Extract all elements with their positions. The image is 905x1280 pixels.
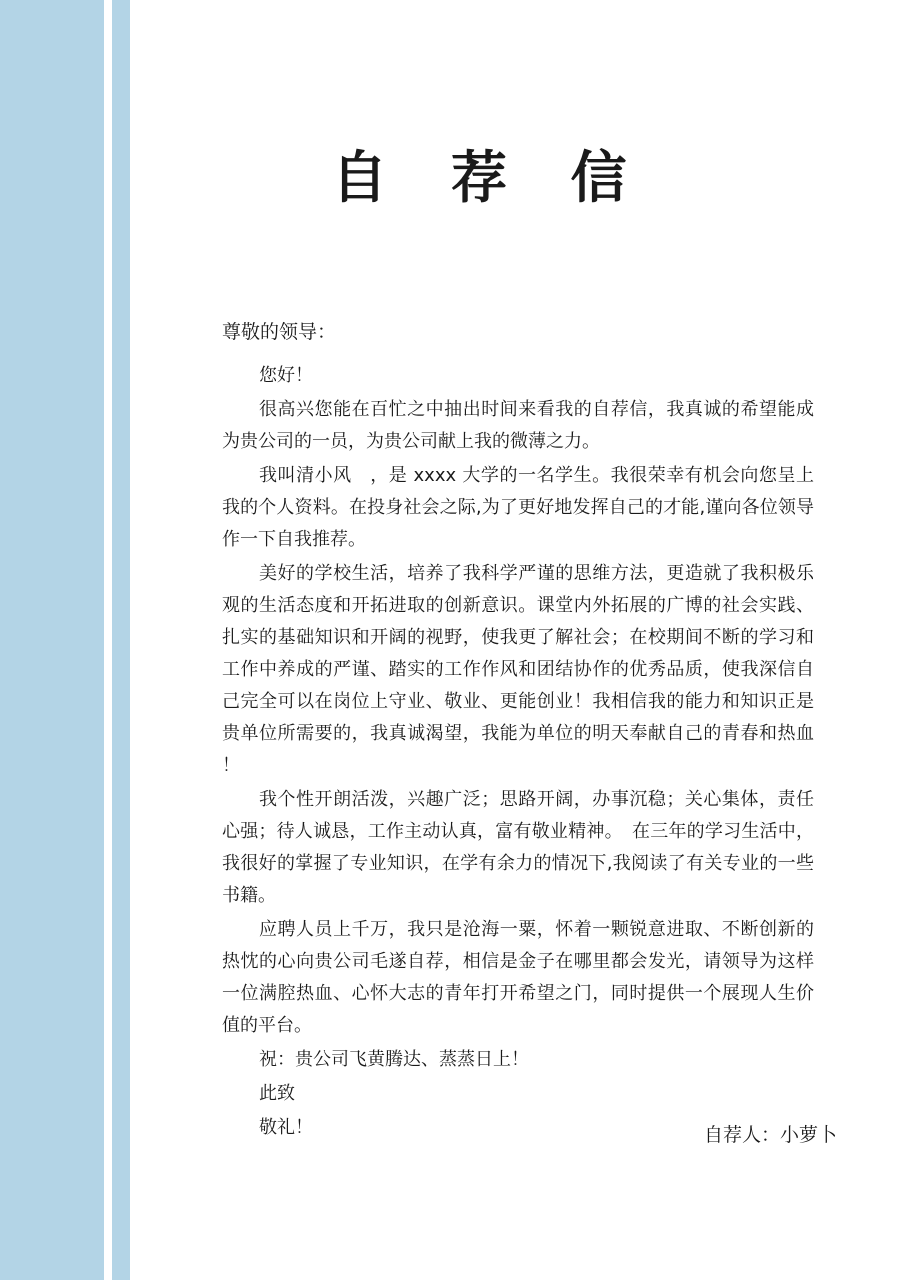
- salutation: 尊敬的领导：: [222, 321, 337, 343]
- paragraph-school-life: 美好的学校生活，培养了我科学严谨的思维方法，更造就了我积极乐观的生活态度和开拓进取的创新意识。课堂内外拓展的广博的社会实践、扎实的基础知识和开阔的视野，使我更了解社会；在校期间不断的学习和工作中养成的严谨、踏实的工作作风和团结协作的优秀品质，使我深信自己完全可以在岗位上守业、敬业、更能创业！我相信我的能力和知识正是贵单位所需要的，我真诚渴望，我能为单位的明天奉献自己的青春和热血！: [222, 563, 814, 776]
- letter-body: [222, 316, 814, 1146]
- closing-line-1: 此致: [259, 1083, 295, 1104]
- left-thin-stripe: [112, 0, 130, 1280]
- wish-line: 祝：贵公司飞黄腾达、蒸蒸日上！: [259, 1049, 529, 1070]
- stripe-gap: [104, 0, 112, 1280]
- paragraph-intro: 很高兴您能在百忙之中抽出时间来看我的自荐信，我真诚的希望能成为贵公司的一员，为贵公司献上我的微薄之力。: [222, 399, 814, 452]
- page-title: 自 荐 信: [331, 146, 649, 211]
- signature: 自荐人：小萝卜: [703, 1124, 837, 1146]
- closing-line-2: 敬礼！: [259, 1117, 313, 1138]
- paragraph-personality: 我个性开朗活泼，兴趣广泛；思路开阔，办事沉稳；关心集体，责任心强；待人诚恳，工作主动认真，富有敬业精神。 在三年的学习生活中，我很好的掌握了专业知识，在学有余力的情况下,我阅读了有关专业的一些书籍。: [222, 789, 814, 906]
- paragraph-application: 应聘人员上千万，我只是沧海一粟，怀着一颗锐意进取、不断创新的热忱的心向贵公司毛遂自荐，相信是金子在哪里都会发光，请领导为这样一位满腔热血、心怀大志的青年打开希望之门，同时提供一个展现人生价值的平台。: [222, 919, 814, 1036]
- greeting: 您好！: [259, 365, 313, 386]
- paragraph-self-introduction: 我叫清小风 ，是 xxxx 大学的一名学生。我很荣幸有机会向您呈上我的个人资料。在投身社会之际,为了更好地发挥自己的才能,谨向各位领导作一下自我推荐。: [222, 465, 814, 550]
- left-decorative-stripe: [0, 0, 104, 1280]
